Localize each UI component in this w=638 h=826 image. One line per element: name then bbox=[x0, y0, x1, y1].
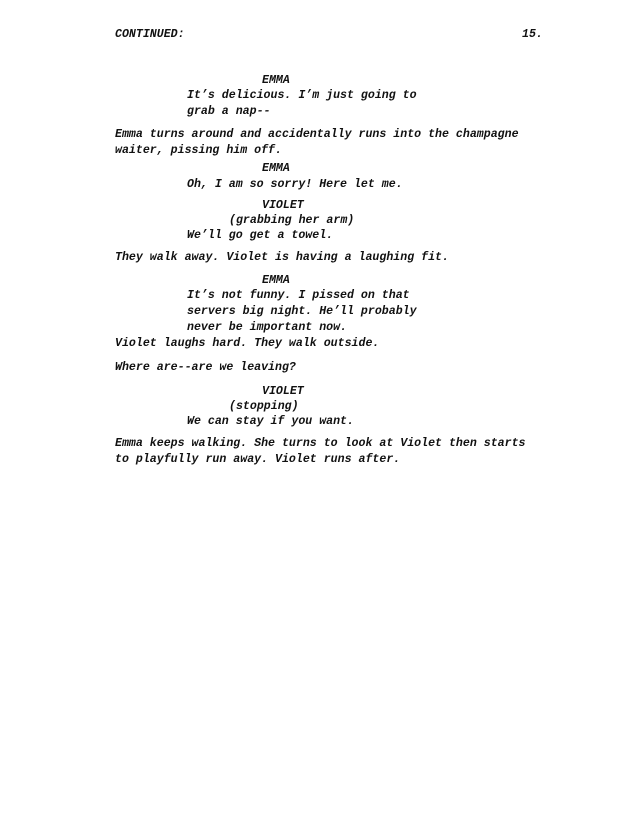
dialogue-line: servers big night. He’ll probably bbox=[187, 305, 417, 318]
character-name: EMMA bbox=[262, 74, 290, 87]
dialogue-line: We’ll go get a towel. bbox=[187, 229, 334, 242]
action-line: Where are--are we leaving? bbox=[115, 361, 296, 374]
action-line: Emma keeps walking. She turns to look at Violet then starts bbox=[115, 437, 526, 450]
action-line: Violet laughs hard. They walk outside. bbox=[115, 337, 380, 350]
dialogue-line: never be important now. bbox=[187, 321, 348, 334]
character-name: VIOLET bbox=[262, 385, 304, 398]
action-line: They walk away. Violet is having a laughing fit. bbox=[115, 251, 449, 264]
dialogue bbox=[187, 288, 417, 336]
dialogue-line: grab a nap-- bbox=[187, 105, 271, 118]
parenthetical: (grabbing her arm) bbox=[229, 214, 355, 227]
dialogue bbox=[187, 88, 417, 120]
action bbox=[115, 127, 519, 159]
action-line: waiter, pissing him off. bbox=[115, 144, 282, 157]
dialogue-line: Oh, I am so sorry! Here let me. bbox=[187, 178, 403, 191]
character-name: EMMA bbox=[262, 274, 290, 287]
character-name: VIOLET bbox=[262, 199, 304, 212]
dialogue-line: It’s not funny. I pissed on that bbox=[187, 289, 410, 302]
action-line: Emma turns around and accidentally runs into the champagne bbox=[115, 128, 519, 141]
character-name: EMMA bbox=[262, 162, 290, 175]
dialogue-line: It’s delicious. I’m just going to bbox=[187, 89, 417, 102]
page-number: 15. bbox=[522, 28, 543, 41]
action bbox=[115, 436, 526, 468]
action-line: to playfully run away. Violet runs after. bbox=[115, 453, 401, 466]
parenthetical: (stopping) bbox=[229, 400, 299, 413]
continued-label: CONTINUED: bbox=[115, 28, 185, 41]
dialogue-line: We can stay if you want. bbox=[187, 415, 354, 428]
